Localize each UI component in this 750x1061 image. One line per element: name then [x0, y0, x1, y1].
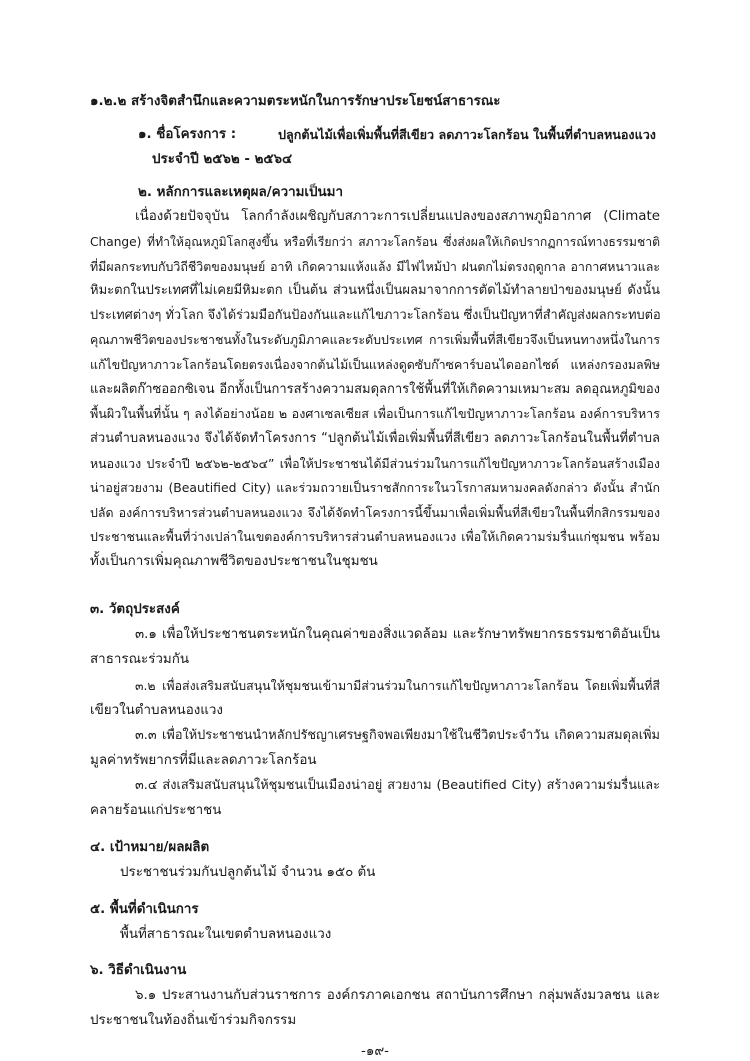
objective-line: ๓.๑ เพื่อให้ประชาชนตระหนักในคุณค่าของสิ่งแวดล้อม และรักษาทรัพยากรธรรมชาติอันเป็น — [135, 627, 660, 642]
method-line: ๖.๑ ประสานงานกับส่วนราชการ องค์กรภาคเอกชน สถาบันการศึกษา กลุ่มพลังมวลชน และ — [135, 988, 660, 1003]
section-heading: ๑.๒.๒ สร้างจิตสำนึกและความตระหนักในการรักษาประโยชน์สาธารณะ — [90, 94, 501, 109]
objective-line: ๓.๔ ส่งเสริมสนับสนุนให้ชุมชนเป็นเมืองน่าอยู่ สวยงาม (Beautified City) สร้างความร่มรื่นและ — [135, 778, 660, 793]
project-label: ๑. ชื่อโครงการ : — [138, 127, 237, 142]
area-heading: ๕. พื้นที่ดำเนินการ — [90, 902, 199, 917]
objective-line: เขียวในตำบลหนองแวง — [90, 703, 223, 718]
area-text: พื้นที่สาธารณะในเขตตำบลหนองแวง — [120, 927, 332, 942]
project-name-line-1: ปลูกต้นไม้เพื่อเพิ่มพื้นที่สีเขียว ลดภาวะโลกร้อน ในพื้นที่ตำบลหนองแวง — [278, 127, 656, 142]
principles-line: Change) ที่ทำให้อุณหภูมิโลกสูงขึ้น หรือที่เรียกว่า สภาวะโลกร้อน ซึ่งส่งผลให้เกิดปรากฏการณ์ทางธรรมชาติ — [90, 235, 660, 249]
page-number: -๑๙- — [361, 1044, 389, 1059]
principles-line: ประชาชนและพื้นที่ว่างเปล่าในเขตองค์การบริหารส่วนตำบลหนองแวง เพื่อให้เกิดความร่มรื่นแก่ชุมชน พร้อม — [90, 529, 660, 544]
project-name-line-2: ประจำปี ๒๕๖๒ - ๒๕๖๔ — [152, 152, 293, 167]
principles-line: ที่มีผลกระทบกับวิถีชีวิตของมนุษย์ อาทิ เกิดความแห้งแล้ง มีไฟไหม้ป่า ฝนตกไม่ตรงฤดูกาล อากาศหนาวและ — [90, 259, 660, 274]
objective-line: ๓.๒ เพื่อส่งเสริมสนับสนุนให้ชุมชนเข้ามามีส่วนร่วมในการแก้ไขปัญหาภาวะโลกร้อน โดยเพิ่มพื้นที่สี — [135, 678, 660, 693]
method-line: ประชาชนในท้องถิ่นเข้าร่วมกิจกรรม — [90, 1013, 297, 1028]
principles-line: เนื่องด้วยปัจจุบัน โลกกำลังเผชิญกับสภาวะการเปลี่ยนแปลงของสภาพภูมิอากาศ (Climate — [135, 209, 660, 224]
principles-line: คุณภาพชีวิตของประชาชนทั้งในระดับภูมิภาคและระดับประเทศ การเพิ่มพื้นที่สีเขียวจึงเป็นหนทางหนึ่งในการ — [90, 332, 660, 347]
objective-line: คลายร้อนแก่ประชาชน — [90, 803, 222, 818]
targets-text: ประชาชนร่วมกันปลูกต้นไม้ จำนวน ๑๕๐ ต้น — [120, 865, 376, 880]
principles-line: พื้นผิวในพื้นที่นั้น ๆ ลงได้อย่างน้อย ๒ องศาเซลเซียส เพื่อเป็นการแก้ไขปัญหาภาวะโลกร้อน องค์การบริหาร — [90, 406, 660, 421]
principles-line: หิมะตกในประเทศที่ไม่เคยมีหิมะตก เป็นต้น ส่วนหนึ่งเป็นผลมาจากการตัดไม้ทำลายป่าของมนุษย์ ดังนั้น — [90, 283, 660, 298]
objectives-heading: ๓. วัตถุประสงค์ — [90, 602, 180, 617]
objective-line: มูลค่าทรัพยากรที่มีและลดภาวะโลกร้อน — [90, 753, 317, 768]
principles-line: ทั้งเป็นการเพิ่มคุณภาพชีวิตของประชาชนในชุมชน — [90, 554, 378, 569]
principles-line: หนองแวง ประจำปี ๒๕๖๒-๒๕๖๔” เพื่อให้ประชาชนได้มีส่วนร่วมในการแก้ไขปัญหาภาวะโลกร้อนสร้างเมือง — [90, 456, 660, 471]
objective-line: ๓.๓ เพื่อให้ประชาชนนำหลักปรัชญาเศรษฐกิจพอเพียงมาใช้ในชีวิตประจำวัน เกิดความสมดุลเพิ่ม — [135, 728, 660, 743]
principles-line: ส่วนตำบลหนองแวง จึงได้จัดทำโครงการ “ปลูกต้นไม้เพื่อเพิ่มพื้นที่สีเขียว ลดภาวะโลกร้อนในพื้นที่ตำบล — [90, 431, 660, 446]
principles-line: และผลิตก๊าซออกซิเจน อีกทั้งเป็นการสร้างความสมดุลการใช้พื้นที่ให้เกิดความเหมาะสม ลดอุณหภูมิของ — [90, 382, 660, 397]
principles-line: แก้ไขปัญหาภาวะโลกร้อนโดยตรงเนื่องจากต้นไม้เป็นแหล่งดูดซับก๊าซคาร์บอนไดออกไซด์ แหล่งกรองมลพิษ — [90, 357, 660, 372]
principles-heading: ๒. หลักการและเหตุผล/ความเป็นมา — [138, 185, 344, 200]
method-heading: ๖. วิธีดำเนินงาน — [90, 963, 187, 978]
targets-heading: ๔. เป้าหมาย/ผลผลิต — [90, 840, 210, 855]
objective-line: สาธารณะร่วมกัน — [90, 652, 189, 667]
principles-line: ประเทศต่างๆ ทั่วโลก จึงได้ร่วมมือกันป้องกันและแก้ไขภาวะโลกร้อน ซึ่งเป็นปัญหาที่สำคัญส่งผลกระทบต่อ — [90, 308, 661, 323]
principles-line: ปลัด องค์การบริหารส่วนตำบลหนองแวง จึงได้จัดทำโครงการนี้ขึ้นมาเพื่อเพิ่มพื้นที่สีเขียวในพื้นที่กสิกรรมของ — [90, 505, 660, 520]
principles-line: น่าอยู่สวยงาม (Beautified City) และร่วมถวายเป็นราชสักการะในวโรกาสมหามงคลดังกล่าว ดังนั้น สำนัก — [90, 480, 660, 495]
